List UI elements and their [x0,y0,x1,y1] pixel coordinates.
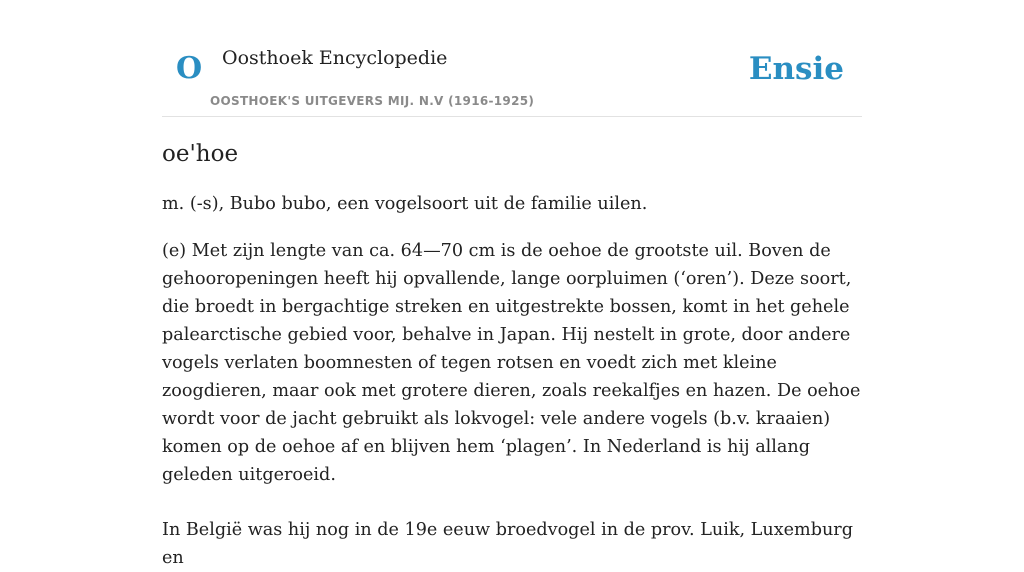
headword: oe'hoe [162,141,239,167]
book-logo-link[interactable]: O [176,51,203,86]
brand-logo-link[interactable]: Ensie [748,51,844,87]
header [162,0,862,117]
article-paragraph: (e) Met zijn lengte van ca. 64—70 cm is de oehoe de grootste uil. Boven de gehooropeningen heeft hij opvallende, lange oorpluimen (‘oren’). Deze soort, die broedt in bergachtige streken en uitgestrekte bossen, komt in het gehele palearctische gebied voor, behalve in Japan. Hij nestelt in grote, door andere vogels verlaten boomnesten of tegen rotsen en voedt zich met kleine zoogdieren, maar ook met grotere dieren, zoals reekalfjes en hazen. De oehoe wordt voor de jacht gebruikt als lokvogel: vele andere vogels (b.v. kraaien) komen op de oehoe af en blijven hem ‘plagen’. In Nederland is hij allang geleden uitgeroeid. [162,241,861,485]
article [162,138,862,572]
book-title: Oosthoek Encyclopedie [222,47,448,69]
book-subtitle: OOSTHOEK'S UITGEVERS MIJ. N.V (1916-1925) [210,94,535,108]
article-paragraph: In België was hij nog in de 19e eeuw broedvogel in de prov. Luik, Luxemburg en [162,520,853,568]
definition: m. (-s), Bubo bubo, een vogelsoort uit de familie uilen. [162,194,648,214]
